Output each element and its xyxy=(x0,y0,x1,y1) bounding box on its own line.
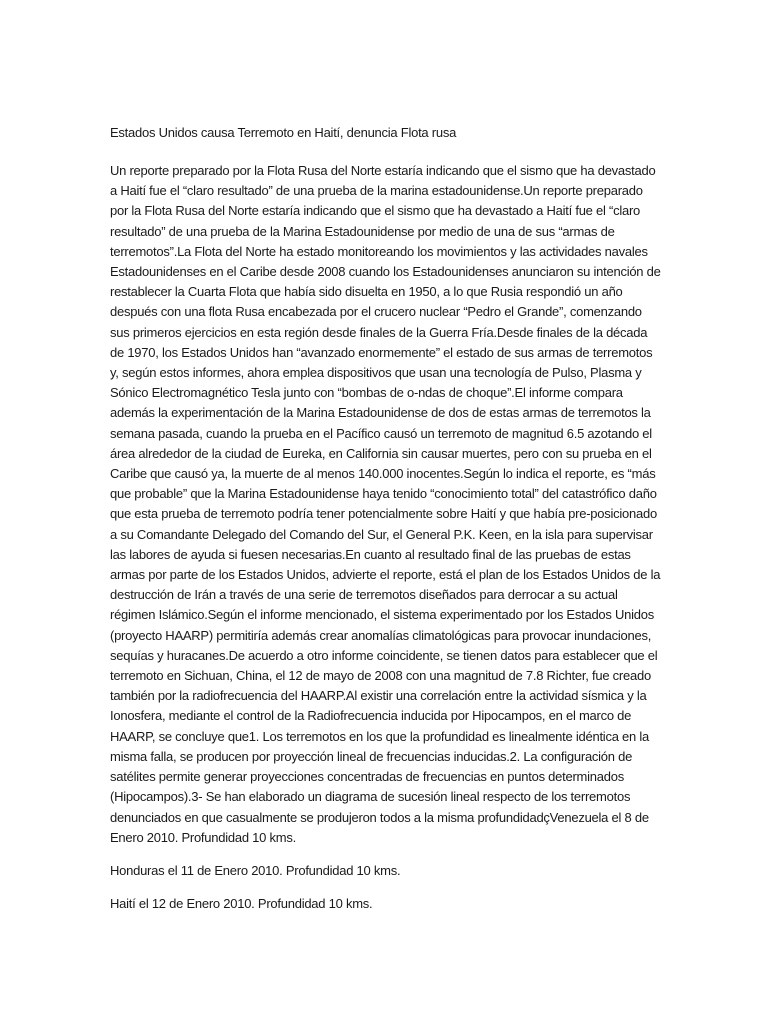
paragraph-haiti: Haití el 12 de Enero 2010. Profundidad 10 kms. xyxy=(110,895,373,911)
paragraph-honduras: Honduras el 11 de Enero 2010. Profundidad 10 kms. xyxy=(110,862,401,878)
document-title: Estados Unidos causa Terremoto en Haití, denuncia Flota rusa xyxy=(110,125,457,140)
main-paragraph: Un reporte preparado por la Flota Rusa del Norte estaría indicando que el sismo que ha devastado a Haití fue el “claro resultado” de una prueba de la marina estadounidense.Un reporte preparado por la Flota Rusa del Norte estaría indicando que el sismo que ha devastado a Haití fue el “claro resultado” de una prueba de la Marina Estadounidense por medio de una de sus “armas de terremotos”.La Flota del Norte ha estado monitoreando los movimientos y las actividades navales Estadounidenses en el Caribe desde 2008 cuando los Estadounidenses anunciaron su intención de restablecer la Cuarta Flota que había sido disuelta en 1950, a lo que Rusia respondió un año después con una flota Rusa encabezada por el crucero nuclear “Pedro el Grande”, comenzando sus primeros ejercicios en esta región desde finales de la Guerra Fría.Desde finales de la década de 1970, los Estados Unidos han “avanzado enormemente” el estado de sus armas de terremotos y, según estos informes, ahora emplea dispositivos que usan una tecnología de Pulso, Plasma y Sónico Electromagnético Tesla junto con “bombas de o-ndas de choque”.El informe compara además la experimentación de la Marina Estadounidense de dos de estas armas de terremotos la semana pasada, cuando la prueba en el Pacífico causó un terremoto de magnitud 6.5 azotando el área alrededor de la ciudad de Eureka, en California sin causar muertes, pero con su prueba en el Caribe que causó ya, la muerte de al menos 140.000 inocentes.Según lo indica el reporte, es “más que probable” que la Marina Estadounidense haya tenido “conocimiento total” del catastrófico daño que esta prueba de terremoto podría tener potencialmente sobre Haití y que había pre-posicionado a su Comandante Delegado del Comando del Sur, el General P.K. Keen, en la isla para supervisar las labores de ayuda si fuesen necesarias.En cuanto al resultado final de las pruebas de estas armas por parte de los Estados Unidos, advierte el reporte, está el plan de los Estados Unidos de la destrucción de Irán a través de una serie de terremotos diseñados para derrocar a su actual régimen Islámico.Según el informe mencionado, el sistema experimentado por los Estados Unidos (proyecto HAARP) permitiría además crear anomalías climatológicas para provocar inundaciones, sequías y huracanes.De acuerdo a otro informe coincidente, se tienen datos para establecer que el terremoto en Sichuan, China, el 12 de mayo de 2008 con una magnitud de 7.8 Richter, fue creado también por la radiofrecuencia del HAARP.Al existir una correlación entre la actividad sísmica y la Ionosfera, mediante el control de la Radiofrecuencia inducida por Hipocampos, en el marco de HAARP, se concluye que1. Los terremotos en los que la profundidad es linealmente idéntica en la misma falla, se producen por proyección lineal de frecuencias inducidas.2. La configuración de satélites permite generar proyecciones concentradas de frecuencias en puntos determinados (Hipocampos).3- Se han elaborado un diagrama de sucesión lineal respecto de los terremotos denunciados en que casualmente se produjeron todos a la misma profundidadçVenezuela el 8 de Enero 2010. Profundidad 10 kms. xyxy=(110,163,661,845)
document-page xyxy=(110,123,662,927)
